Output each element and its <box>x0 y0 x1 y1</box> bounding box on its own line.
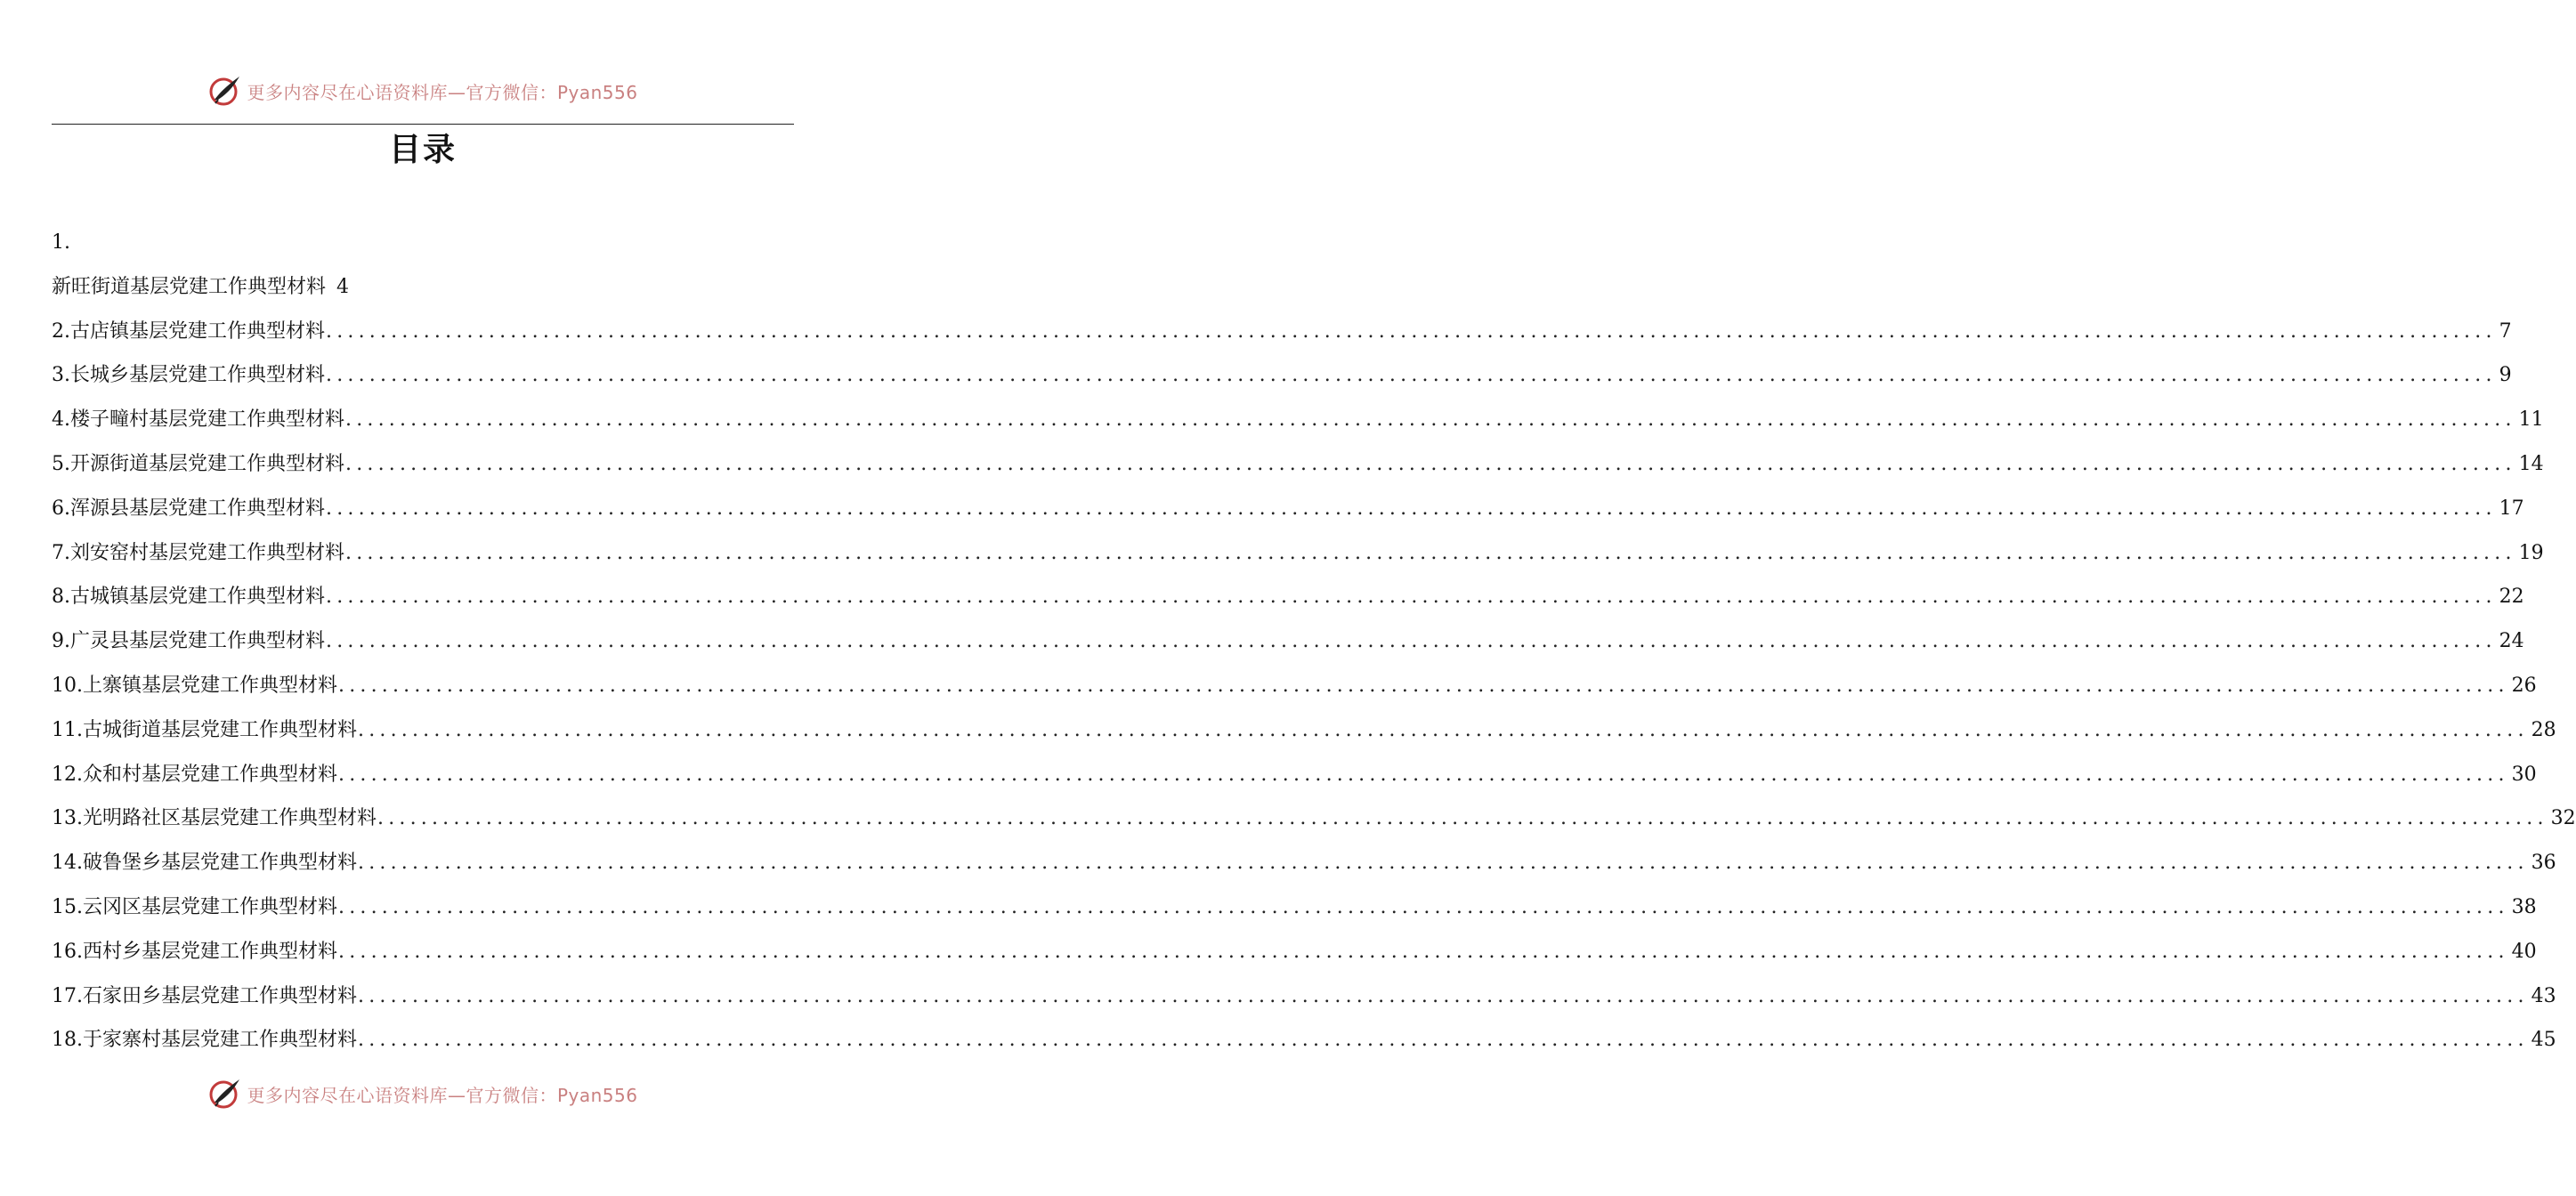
toc-item[interactable] <box>52 272 794 317</box>
toc-item-label: 17.石家田乡基层党建工作典型材料 <box>52 984 357 1007</box>
toc-item-page: 40 <box>2511 940 2537 963</box>
toc-item-label: 11.古城街道基层党建工作典型材料 <box>52 718 357 741</box>
footer-watermark <box>0 1076 846 1111</box>
toc-leader-dots: ........................................................................................................................................................................................................ <box>358 718 2529 741</box>
toc-item-page: 24 <box>2499 630 2524 653</box>
toc-leader-dots: ........................................................................................................................................................................................................ <box>338 763 2509 786</box>
toc-leader-dots: ........................................................................................................................................................................................................ <box>358 1029 2529 1052</box>
toc-item-label: 6.浑源县基层党建工作典型材料 <box>52 497 325 520</box>
toc-item-page: 26 <box>2511 674 2537 697</box>
toc-item-page: 11 <box>2518 408 2544 432</box>
toc-leader-dots: ........................................................................................................................................................................................................ <box>345 408 2516 432</box>
toc-item[interactable] <box>52 760 2537 804</box>
toc-leader-dots: ........................................................................................................................................................................................................ <box>326 586 2497 609</box>
toc-item[interactable] <box>52 626 2524 671</box>
watermark-text: 更多内容尽在心语资料库—官方微信：Pyan556 <box>247 1084 638 1106</box>
toc-leader-dots: ........................................................................................................................................................................................................ <box>338 674 2509 697</box>
toc-leader-dots: ........................................................................................................................................................................................................ <box>377 807 2548 830</box>
toc-item-label: 16.西村乡基层党建工作典型材料 <box>52 940 337 963</box>
toc-item-page: 30 <box>2511 763 2537 786</box>
toc-item[interactable] <box>52 937 2537 982</box>
toc-item-label: 14.破鲁堡乡基层党建工作典型材料 <box>52 852 357 875</box>
toc-item[interactable] <box>52 360 2512 405</box>
toc-item-page: 45 <box>2531 1029 2556 1052</box>
toc-item-label: 10.上寨镇基层党建工作典型材料 <box>52 674 337 697</box>
toc-item[interactable] <box>52 715 2556 760</box>
toc-item[interactable] <box>52 982 2556 1026</box>
toc-item-page: 38 <box>2511 895 2537 918</box>
toc-item-label: 新旺街道基层党建工作典型材料 <box>52 275 327 298</box>
toc-item-label: 18.于家寨村基层党建工作典型材料 <box>52 1029 357 1052</box>
toc-leader-dots: ........................................................................................................................................................................................................ <box>345 452 2516 475</box>
toc-item[interactable] <box>52 449 2544 494</box>
header-watermark <box>0 73 846 109</box>
toc-item[interactable] <box>52 1025 2556 1070</box>
toc-item[interactable] <box>52 405 2544 449</box>
quill-logo-icon <box>207 73 243 109</box>
toc-leader-dots: ........................................................................................................................................................................................................ <box>358 852 2529 875</box>
toc-item[interactable] <box>52 848 2556 893</box>
page-title: 目录 <box>388 131 457 168</box>
toc-item-label: 3.长城乡基层党建工作典型材料 <box>52 364 325 387</box>
toc-item-page: 9 <box>2499 364 2512 387</box>
toc-item-number <box>52 228 794 272</box>
toc-leader-dots: ........................................................................................................................................................................................................ <box>326 319 2497 343</box>
toc-item-page: 32 <box>2550 807 2576 830</box>
toc-item-label: 13.光明路社区基层党建工作典型材料 <box>52 807 377 830</box>
quill-logo-icon <box>207 1076 243 1111</box>
watermark-text: 更多内容尽在心语资料库—官方微信：Pyan556 <box>247 81 638 103</box>
toc-leader-dots: ........................................................................................................................................................................................................ <box>338 940 2509 963</box>
toc-leader-dots: ........................................................................................................................................................................................................ <box>358 984 2529 1007</box>
toc-list <box>52 317 2576 1071</box>
toc-leader-dots: ........................................................................................................................................................................................................ <box>326 630 2497 653</box>
toc-item-page: 19 <box>2518 541 2544 564</box>
toc-item[interactable] <box>52 317 2512 361</box>
toc-item-label: 8.古城镇基层党建工作典型材料 <box>52 586 325 609</box>
toc-item-page: 17 <box>2499 497 2524 520</box>
toc-leader-dots: ........................................................................................................................................................................................................ <box>338 895 2509 918</box>
toc-item-label: 5.开源街道基层党建工作典型材料 <box>52 452 344 475</box>
toc-item-page: 36 <box>2531 852 2556 875</box>
toc-item-page: 22 <box>2499 586 2524 609</box>
toc-item-label: 9.广灵县基层党建工作典型材料 <box>52 630 325 653</box>
toc-leader-dots: ........................................................................................................................................................................................................ <box>326 364 2497 387</box>
toc-item[interactable] <box>52 804 2576 848</box>
toc-leader-dots: ........................................................................................................................................................................................................ <box>345 541 2516 564</box>
table-of-contents <box>52 228 2576 1070</box>
toc-item-page: 28 <box>2531 718 2556 741</box>
toc-item[interactable] <box>52 893 2537 937</box>
toc-item-label: 4.楼子疃村基层党建工作典型材料 <box>52 408 344 432</box>
toc-item[interactable] <box>52 538 2544 583</box>
toc-item-page: 7 <box>2499 319 2512 343</box>
toc-item-label: 15.云冈区基层党建工作典型材料 <box>52 895 337 918</box>
toc-item-page: 14 <box>2518 452 2544 475</box>
toc-item-number-text: 1. <box>52 231 70 254</box>
toc-item-label: 12.众和村基层党建工作典型材料 <box>52 763 337 786</box>
toc-item[interactable] <box>52 582 2524 626</box>
toc-item[interactable] <box>52 671 2537 715</box>
toc-item-page: 43 <box>2531 984 2556 1007</box>
toc-item[interactable] <box>52 494 2524 538</box>
toc-leader-dots: ........................................................................................................................................................................................................ <box>326 497 2497 520</box>
toc-item-label: 7.刘安窑村基层党建工作典型材料 <box>52 541 344 564</box>
toc-item-label: 2.古店镇基层党建工作典型材料 <box>52 319 325 343</box>
toc-item-page: 4 <box>336 275 350 298</box>
header-divider <box>52 124 794 125</box>
